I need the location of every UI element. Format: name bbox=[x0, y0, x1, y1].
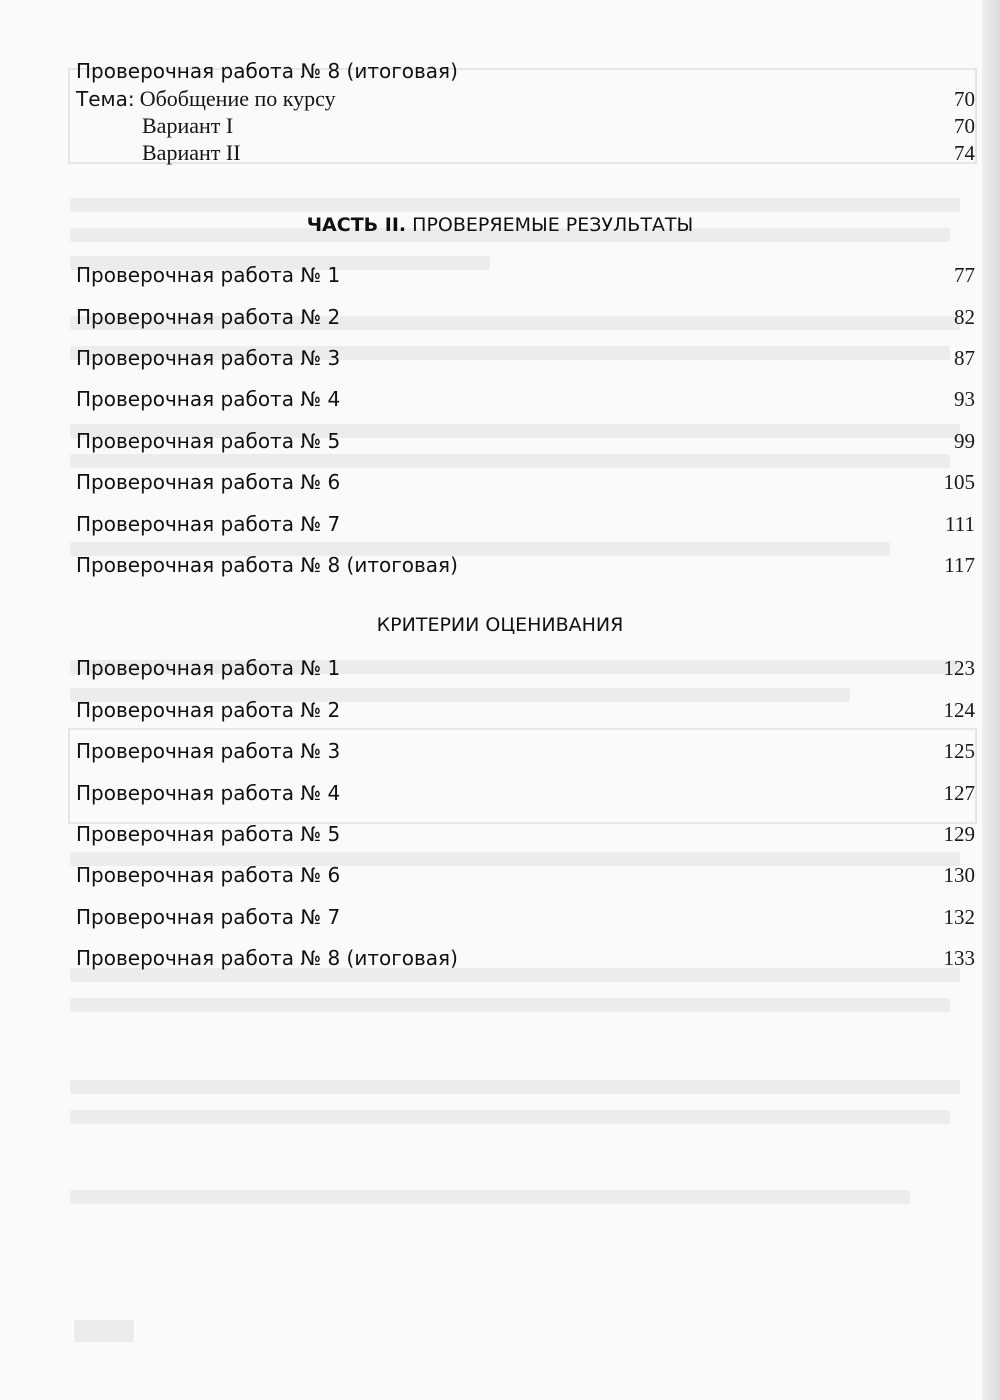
toc-entry[interactable] bbox=[76, 426, 975, 456]
toc-page-number: 70 bbox=[954, 113, 975, 138]
toc-entry[interactable] bbox=[76, 943, 975, 973]
toc-entry[interactable] bbox=[76, 550, 975, 580]
toc-entry[interactable] bbox=[76, 509, 975, 539]
section-title: КРИТЕРИИ ОЦЕНИВАНИЯ bbox=[376, 614, 624, 636]
toc-subentry-variant-1[interactable] bbox=[76, 111, 975, 141]
variant-text: Вариант I bbox=[142, 113, 234, 138]
bleed-through-line bbox=[70, 1110, 950, 1124]
toc-entry-title: Проверочная работа № 7 bbox=[76, 905, 341, 929]
toc-subentry-variant-2[interactable] bbox=[76, 138, 975, 168]
toc-page-number: 111 bbox=[945, 511, 975, 536]
section-heading-criteria bbox=[0, 614, 1000, 636]
toc-entry-title: Проверочная работа № 1 bbox=[76, 263, 341, 287]
bleed-through-line bbox=[70, 1080, 960, 1094]
toc-page-number: 105 bbox=[943, 469, 975, 494]
toc-page-number: 130 bbox=[943, 862, 975, 887]
toc-entry[interactable] bbox=[76, 778, 975, 808]
toc-entry-title: Проверочная работа № 8 (итоговая) bbox=[76, 946, 458, 970]
toc-page-number: 87 bbox=[954, 345, 975, 370]
toc-page-number: 133 bbox=[943, 945, 975, 970]
bleed-through-line bbox=[70, 454, 950, 468]
toc-entry-title: Проверочная работа № 2 bbox=[76, 698, 341, 722]
toc-entry[interactable] bbox=[76, 343, 975, 373]
toc-entry-title: Проверочная работа № 3 bbox=[76, 346, 341, 370]
toc-page-number: 129 bbox=[943, 821, 975, 846]
toc-entry[interactable] bbox=[76, 860, 975, 890]
toc-entry-title: Проверочная работа № 4 bbox=[76, 387, 341, 411]
toc-entry-title: Проверочная работа № 6 bbox=[76, 470, 341, 494]
toc-entry-final-test[interactable] bbox=[76, 56, 975, 86]
bleed-through-page-number bbox=[74, 1320, 134, 1342]
toc-page-number: 77 bbox=[954, 262, 975, 287]
toc-entry[interactable] bbox=[76, 384, 975, 414]
toc-entry[interactable] bbox=[76, 736, 975, 766]
toc-page-number: 93 bbox=[954, 386, 975, 411]
variant-text: Вариант II bbox=[142, 140, 241, 165]
toc-entry-title: Проверочная работа № 1 bbox=[76, 656, 341, 680]
toc-entry[interactable] bbox=[76, 260, 975, 290]
toc-entry-title: Проверочная работа № 6 bbox=[76, 863, 341, 887]
toc-entry[interactable] bbox=[76, 695, 975, 725]
toc-entry[interactable] bbox=[76, 819, 975, 849]
toc-entry-title: Проверочная работа № 2 bbox=[76, 305, 341, 329]
toc-entry-title: Проверочная работа № 5 bbox=[76, 822, 341, 846]
section-heading-part-2 bbox=[0, 214, 1000, 236]
bleed-through-line bbox=[70, 998, 950, 1012]
toc-entry-title: Проверочная работа № 7 bbox=[76, 512, 341, 536]
toc-entry-title: Проверочная работа № 8 (итоговая) bbox=[76, 553, 458, 577]
bleed-through-line bbox=[70, 198, 960, 212]
toc-page-number: 99 bbox=[954, 428, 975, 453]
toc-page-number: 74 bbox=[954, 140, 975, 165]
toc-page-number: 82 bbox=[954, 304, 975, 329]
toc-page-number: 127 bbox=[943, 780, 975, 805]
toc-page-number: 123 bbox=[943, 655, 975, 680]
topic-label: Тема: bbox=[76, 87, 135, 111]
page-spine-shadow bbox=[982, 0, 1000, 1400]
section-prefix: ЧАСТЬ II. bbox=[306, 214, 407, 236]
toc-entry-title: Проверочная работа № 3 bbox=[76, 739, 341, 763]
toc-page-number: 117 bbox=[944, 552, 975, 577]
topic-line bbox=[76, 86, 336, 112]
toc-entry-title: Проверочная работа № 4 bbox=[76, 781, 341, 805]
toc-subentry-topic[interactable] bbox=[76, 84, 975, 114]
topic-text: Обобщение по курсу bbox=[139, 86, 336, 111]
toc-entry[interactable] bbox=[76, 302, 975, 332]
toc-entry-title: Проверочная работа № 8 (итоговая) bbox=[76, 59, 458, 83]
section-title: ПРОВЕРЯЕМЫЕ РЕЗУЛЬТАТЫ bbox=[412, 214, 694, 236]
toc-entry-title: Проверочная работа № 5 bbox=[76, 429, 341, 453]
toc-entry[interactable] bbox=[76, 467, 975, 497]
toc-entry[interactable] bbox=[76, 902, 975, 932]
toc-page-number: 70 bbox=[954, 86, 975, 111]
toc-page-number: 124 bbox=[943, 697, 975, 722]
bleed-through-line bbox=[70, 1190, 910, 1204]
toc-entry[interactable] bbox=[76, 653, 975, 683]
toc-page-number: 125 bbox=[943, 738, 975, 763]
toc-page-number: 132 bbox=[943, 904, 975, 929]
